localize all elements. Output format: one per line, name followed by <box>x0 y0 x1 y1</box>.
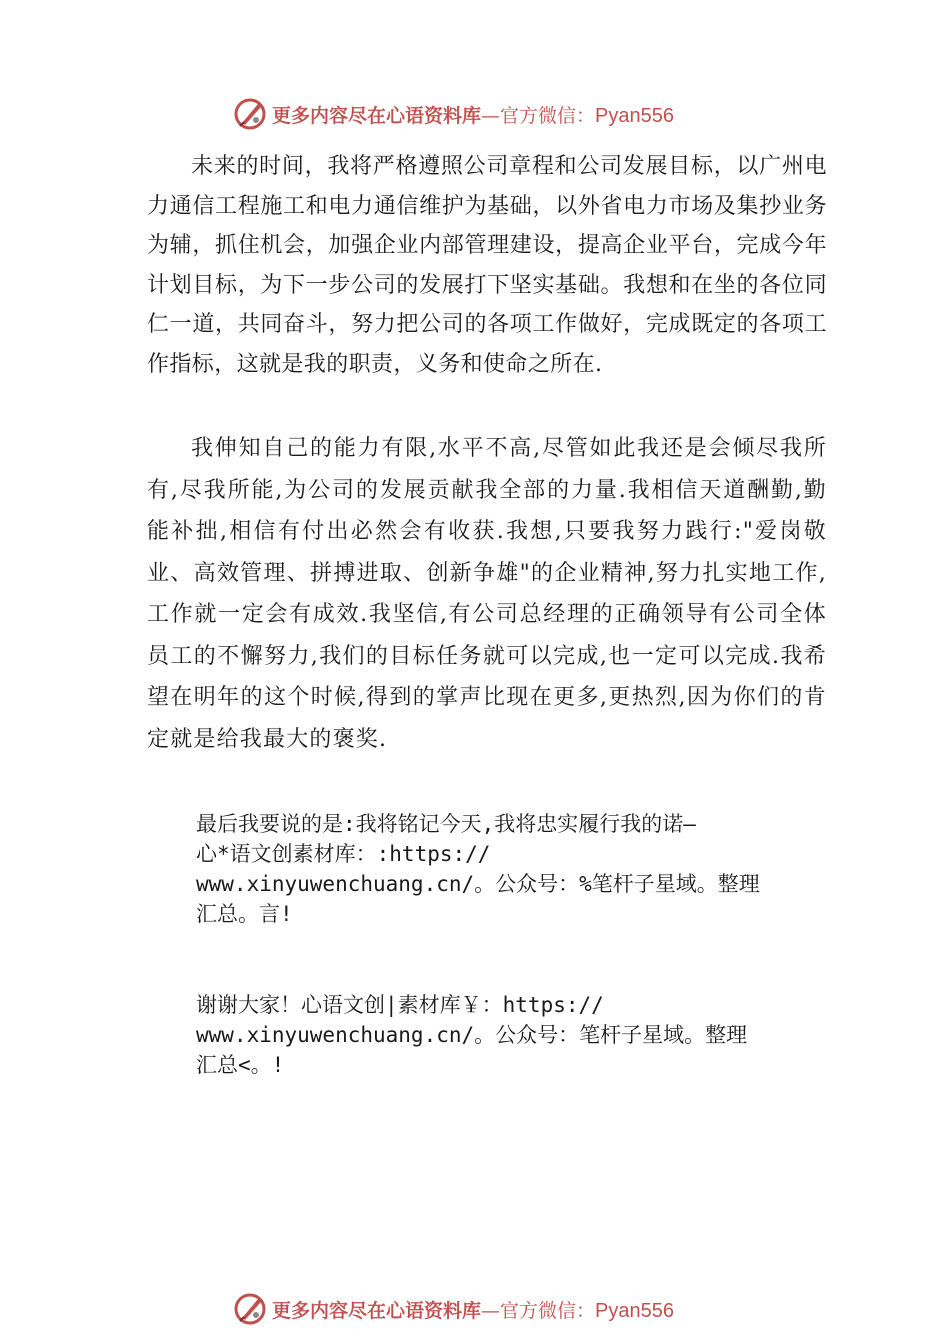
banner-text <box>272 1296 674 1323</box>
banner-text <box>272 101 674 128</box>
footer-banner <box>232 1291 674 1327</box>
closing-line: 心*语文创素材库：:https:// <box>196 842 491 866</box>
thanks-line: www.xinyuwenchuang.cn/。公众号：笔杆子星域。整理 <box>196 1023 748 1047</box>
paragraph-block-2 <box>147 428 827 760</box>
closing-block <box>196 809 826 929</box>
body-paragraph: 我伸知自己的能力有限,水平不高,尽管如此我还是会倾尽我所有,尽我所能,为公司的发展贡献我全部的力量.我相信天道酬勤,勤能补拙,相信有付出必然会有收获.我想,只要我努力践行:"爱岗敬业、高效管理、拼搏进取、创新争雄"的企业精神,努力扎实地工作,工作就一定会有成效.我坚信,有公司总经理的正确领导有公司全体员工的不懈努力,我们的目标任务就可以完成,也一定可以完成.我希望在明年的这个时候,得到的掌声比现在更多,更热烈,因为你们的肯定就是给我最大的褒奖. <box>147 436 827 752</box>
banner-wechat-id: Pyan556 <box>595 1299 674 1322</box>
banner-official-label: 官方微信： <box>500 104 596 127</box>
thanks-line: 汇总<。! <box>196 1053 285 1077</box>
header-banner <box>232 96 674 132</box>
banner-dash: — <box>481 1299 501 1322</box>
thanks-line: 谢谢大家！心语文创|素材库￥：https:// <box>196 993 604 1017</box>
body-paragraph: 未来的时间，我将严格遵照公司章程和公司发展目标，以广州电力通信工程施工和电力通信维护为基础，以外省电力市场及集抄业务为辅，抓住机会，加强企业内部管理建设，提高企业平台，完成今年计划目标，为下一步公司的发展打下坚实基础。我想和在坐的各位同仁一道，共同奋斗，努力把公司的各项工作做好，完成既定的各项工作指标，这就是我的职责，义务和使命之所在. <box>147 154 827 377</box>
banner-official-label: 官方微信： <box>500 1299 596 1322</box>
banner-dash: — <box>481 104 501 127</box>
paragraph-block-1 <box>147 147 827 384</box>
closing-line: 最后我要说的是:我将铭记今天,我将忠实履行我的诺— <box>196 812 696 836</box>
banner-wechat-id: Pyan556 <box>595 104 674 127</box>
closing-line: 汇总。言! <box>196 902 293 926</box>
banner-main-text: 更多内容尽在心语资料库 <box>272 1299 482 1322</box>
closing-line: www.xinyuwenchuang.cn/。公众号：%笔杆子星域。整理 <box>196 872 760 896</box>
banner-main-text: 更多内容尽在心语资料库 <box>272 104 482 127</box>
quill-pen-logo-icon <box>232 96 268 132</box>
quill-pen-logo-icon <box>232 1291 268 1327</box>
thanks-block <box>196 990 826 1080</box>
